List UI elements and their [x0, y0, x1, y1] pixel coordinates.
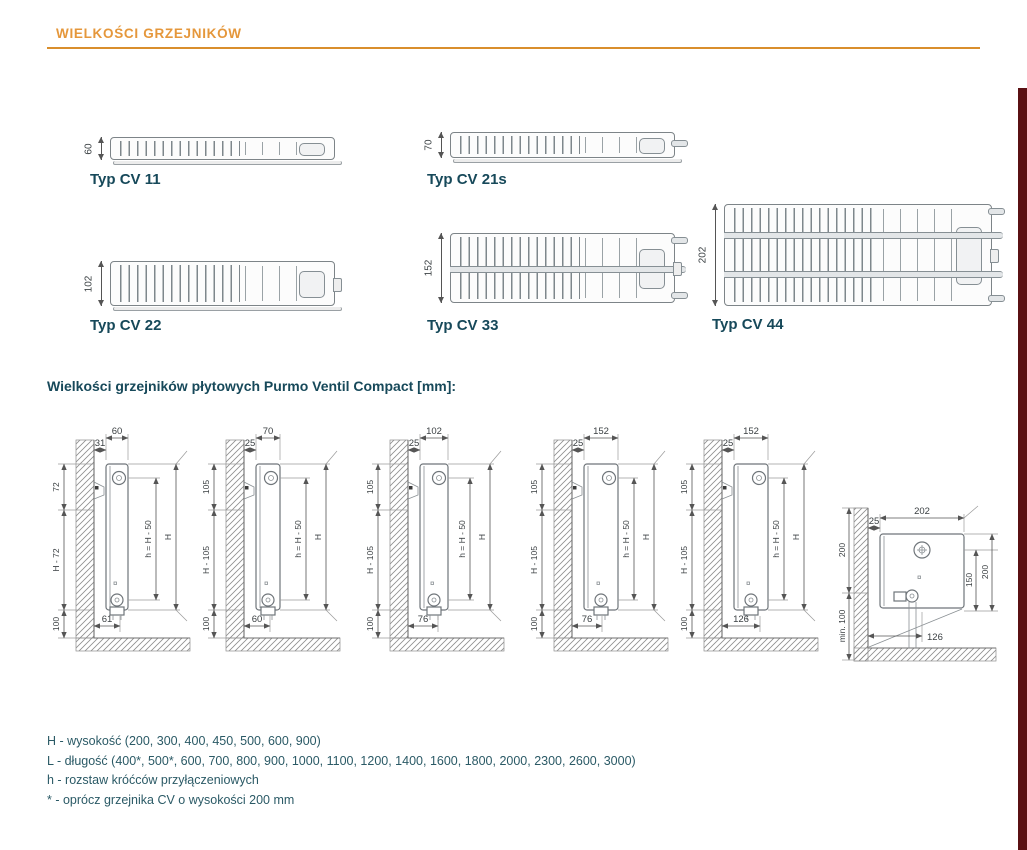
dim-upper: 105 [201, 479, 211, 495]
dim-pipe-spacing: h = H - 50 [621, 520, 631, 558]
pipe-stub [988, 295, 1005, 302]
dim-wall-offset: 25 [244, 438, 256, 449]
page-edge-bar [1018, 88, 1027, 850]
legend-line-note: * - oprócz grzejnika CV o wysokości 200 mm [47, 792, 295, 807]
bottom-grille [113, 307, 342, 311]
dim-upper: 105 [679, 479, 689, 495]
dim-height: H [641, 533, 651, 541]
radiator-body [110, 137, 335, 160]
dim-middle: H - 105 [679, 546, 689, 574]
height-dimension [83, 261, 110, 306]
dim-bottom: 61 [101, 614, 113, 625]
bottom-grille [113, 161, 342, 165]
dim-label: 102 [83, 275, 95, 292]
convector-fins [734, 208, 878, 302]
radiator-body [450, 132, 675, 158]
dim-height: H [313, 533, 323, 541]
dim-middle: H - 105 [201, 546, 211, 574]
dim-bottom: 126 [733, 614, 749, 625]
legend-line-length: L - długość (400*, 500*, 600, 700, 800, 900, 1000, 1100, 1200, 1400, 1600, 1800, 2000, 2300, 2600, 3000) [47, 753, 636, 768]
cross-section-cv11 [83, 137, 335, 160]
type-label-cv21s: Typ CV 21s [427, 171, 507, 188]
dim-wall-upper: 200 [837, 542, 847, 558]
valve-insert [639, 138, 665, 153]
page-title: WIELKOŚCI GRZEJNIKÓW [56, 26, 242, 41]
height-dimension [697, 204, 724, 306]
type-label-cv44: Typ CV 44 [712, 316, 784, 333]
title-rule [47, 47, 980, 49]
connection-boss [673, 262, 682, 276]
dim-wall-offset: 25 [868, 516, 880, 527]
valve-insert [299, 143, 325, 157]
dim-bottom: 126 [927, 632, 943, 643]
radiator-body [110, 261, 335, 306]
dim-lower: 100 [529, 616, 539, 632]
side-view-cv22-drawing [362, 424, 512, 669]
pipe-stub [671, 292, 688, 299]
dim-wall-offset: 25 [722, 438, 734, 449]
dim-height: H [791, 533, 801, 541]
dim-top-width: 152 [743, 426, 759, 437]
side-view-cv11-drawing [48, 424, 198, 669]
legend [47, 732, 636, 810]
cross-section-cv33 [423, 233, 675, 303]
dim-lower: 100 [51, 616, 61, 632]
dim-bottom: 76 [417, 614, 429, 625]
dim-middle: H - 72 [51, 548, 61, 572]
dim-pipe-spacing: h = H - 50 [771, 520, 781, 558]
dim-wall-lower: min. 100 [837, 609, 847, 643]
dim-lower: 100 [201, 616, 211, 632]
connection-boss [333, 278, 342, 292]
valve-insert [299, 271, 325, 297]
radiator-body [724, 204, 992, 306]
height-dimension [423, 233, 450, 303]
section-heading: Wielkości grzejników płytowych Purmo Ventil Compact [mm]: [47, 378, 457, 394]
side-view-cv21s-drawing [198, 424, 348, 669]
dim-height: H [477, 533, 487, 541]
dim-middle: H - 105 [529, 546, 539, 574]
dim-wall-offset: 25 [572, 438, 584, 449]
dim-top-width: 202 [914, 506, 930, 517]
dim-pipe-spacing: h = H - 50 [143, 520, 153, 558]
dim-pipe-spacing: h = H - 50 [293, 520, 303, 558]
dim-wall-offset: 25 [408, 438, 420, 449]
dim-middle: H - 105 [365, 546, 375, 574]
rear-fins [245, 266, 300, 301]
bottom-grille [453, 159, 682, 163]
convector-fins [460, 136, 580, 154]
cross-section-cv22 [83, 261, 335, 306]
rear-fins [245, 142, 300, 155]
rear-fins [883, 209, 957, 301]
dim-label: 202 [697, 246, 709, 264]
dim-upper: 105 [529, 479, 539, 495]
type-label-cv33: Typ CV 33 [427, 317, 499, 334]
dim-pipe-spacing: h = H - 50 [457, 520, 467, 558]
dim-top-width: 60 [111, 426, 123, 437]
cross-section-cv44 [697, 204, 992, 306]
legend-line-height: H - wysokość (200, 300, 400, 450, 500, 600, 900) [47, 734, 321, 748]
panel-seam [724, 232, 1003, 239]
height-dimension [83, 137, 110, 160]
pipe-stub [671, 237, 688, 244]
pipe-stub [671, 140, 688, 147]
dim-bottom: 60 [251, 614, 263, 625]
cross-section-cv21s [423, 132, 675, 158]
side-view-cv44-drawing [676, 424, 826, 669]
height-dimension [423, 132, 450, 158]
dim-lower: 100 [365, 616, 375, 632]
type-label-cv22: Typ CV 22 [90, 317, 162, 334]
dim-bottom: 76 [581, 614, 593, 625]
side-view-cv33-drawing [526, 424, 676, 669]
radiator-body [450, 233, 675, 303]
dim-inner-height: 150 [964, 572, 974, 588]
convector-fins [120, 265, 240, 302]
dim-outer-height: 200 [980, 564, 990, 580]
dim-upper: 105 [365, 479, 375, 495]
dim-top-width: 102 [426, 426, 442, 437]
dim-lower: 100 [679, 616, 689, 632]
pipe-stub [988, 208, 1005, 215]
panel-seam [724, 271, 1003, 278]
dim-wall-offset: 31 [94, 438, 106, 449]
dim-upper: 72 [51, 482, 61, 492]
dim-label: 70 [423, 139, 435, 151]
dim-top-width: 152 [593, 426, 609, 437]
type-label-cv11: Typ CV 11 [90, 171, 161, 188]
dim-label: 152 [423, 259, 435, 277]
dim-height: H [163, 533, 173, 541]
rear-fins [585, 137, 640, 153]
connection-boss [990, 249, 999, 263]
panel-seam [450, 266, 686, 273]
convector-fins [120, 141, 240, 156]
dim-top-width: 70 [262, 426, 274, 437]
dim-label: 60 [83, 142, 95, 155]
legend-line-spacing: h - rozstaw króćców przyłączeniowych [47, 773, 259, 787]
corner-view-drawing [838, 490, 1013, 685]
